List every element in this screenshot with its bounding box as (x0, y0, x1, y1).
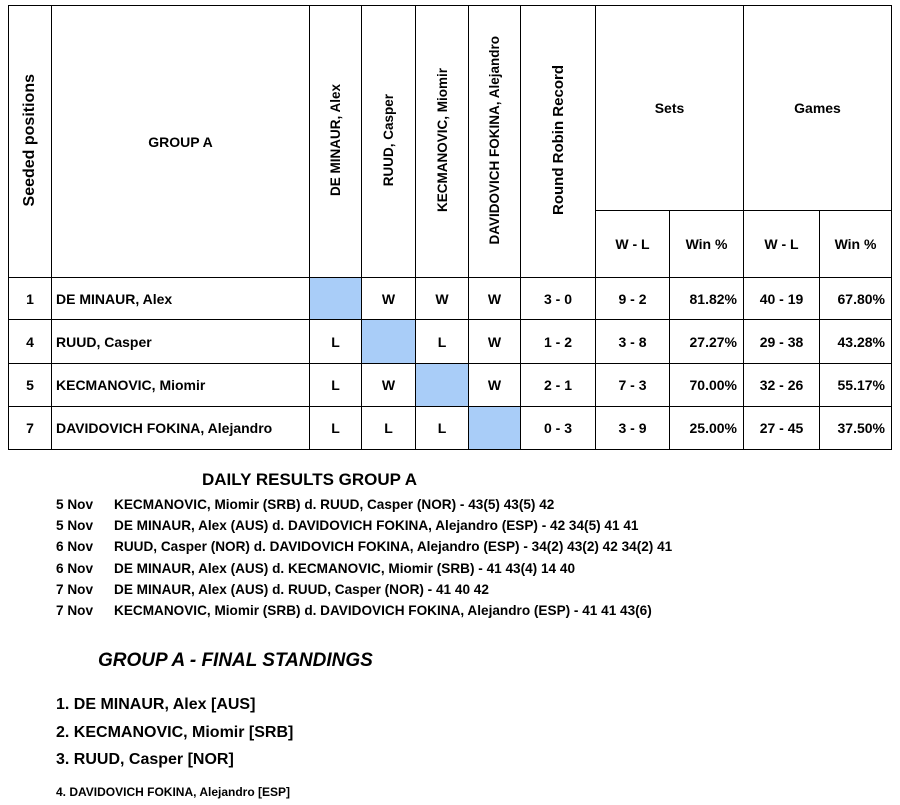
games-wl-cell: 27 - 45 (744, 407, 820, 450)
list-item (56, 536, 672, 557)
games-header: Games (744, 6, 892, 211)
list-item (56, 579, 672, 600)
final-standings-title: GROUP A - FINAL STANDINGS (98, 650, 373, 671)
opponent-header-davidovich-fokina: DAVIDOVICH FOKINA, Alejandro (469, 6, 521, 278)
record-header: Round Robin Record (521, 6, 596, 278)
result-cell: W (469, 320, 521, 364)
final-standings-list (56, 695, 293, 802)
result-cell: W (362, 278, 416, 320)
result-date: 5 Nov (56, 497, 94, 512)
games-wl-cell: 29 - 38 (744, 320, 820, 364)
record-cell: 0 - 3 (521, 407, 596, 450)
games-pct-cell: 67.80% (820, 278, 892, 320)
standing-item: 2. KECMANOVIC, Miomir [SRB] (56, 723, 294, 741)
sets-pct-cell: 27.27% (670, 320, 744, 364)
result-cell: L (362, 407, 416, 450)
list-item (56, 600, 672, 621)
sets-header: Sets (596, 6, 744, 211)
opponent-header-ruud: RUUD, Casper (362, 6, 416, 278)
sets-wl-cell: 3 - 8 (596, 320, 670, 364)
record-cell: 1 - 2 (521, 320, 596, 364)
standing-item: 3. RUUD, Casper [NOR] (56, 751, 234, 768)
record-cell: 2 - 1 (521, 364, 596, 407)
result-cell: W (362, 364, 416, 407)
standing-item: 4. DAVIDOVICH FOKINA, Alejandro [ESP] (56, 784, 291, 799)
round-robin-table (8, 5, 892, 450)
result-cell: L (416, 407, 469, 450)
result-date: 7 Nov (56, 602, 94, 618)
sets-pct-cell: 25.00% (670, 407, 744, 450)
daily-results-title: DAILY RESULTS GROUP A (202, 470, 418, 489)
result-cell: W (469, 278, 521, 320)
opponent-header-kecmanovic: KECMANOVIC, Miomir (416, 6, 469, 278)
result-text: RUUD, Casper (NOR) d. DAVIDOVICH FOKINA, Alejandro (ESP) - 34(2) 43(2) 42 34(2) 41 (114, 539, 673, 555)
player-name: RUUD, Casper (52, 320, 310, 364)
list-item (56, 515, 672, 536)
sets-pct-cell: 81.82% (670, 278, 744, 320)
seed-cell: 4 (9, 320, 52, 364)
result-cell: W (416, 278, 469, 320)
daily-results-list (56, 494, 672, 621)
player-name: KECMANOVIC, Miomir (52, 364, 310, 407)
games-pct-cell: 43.28% (820, 320, 892, 364)
self-cell (362, 320, 416, 364)
standing-item: 1. DE MINAUR, Alex [AUS] (56, 696, 256, 713)
games-pct-cell: 37.50% (820, 407, 892, 450)
result-date: 6 Nov (56, 560, 94, 576)
result-text: DE MINAUR, Alex (AUS) d. DAVIDOVICH FOKINA, Alejandro (ESP) - 42 34(5) 41 41 (114, 518, 639, 534)
result-cell: W (469, 364, 521, 407)
table-row (9, 278, 892, 320)
result-date: 7 Nov (56, 581, 94, 597)
result-cell: L (416, 320, 469, 364)
sets-win-pct-header: Win % (670, 211, 744, 278)
result-cell: L (310, 407, 362, 450)
games-pct-cell: 55.17% (820, 364, 892, 407)
player-name: DAVIDOVICH FOKINA, Alejandro (52, 407, 310, 450)
table-row (9, 320, 892, 364)
table-row (9, 407, 892, 450)
sets-wl-cell: 3 - 9 (596, 407, 670, 450)
sets-wl-cell: 7 - 3 (596, 364, 670, 407)
list-item (56, 558, 672, 579)
opponent-header-de-minaur: DE MINAUR, Alex (310, 6, 362, 278)
result-text: KECMANOVIC, Miomir (SRB) d. DAVIDOVICH FOKINA, Alejandro (ESP) - 41 41 43(6) (114, 602, 652, 618)
self-cell (310, 278, 362, 320)
player-name: DE MINAUR, Alex (52, 278, 310, 320)
group-title: GROUP A (52, 6, 310, 278)
seed-header: Seeded positions (9, 6, 52, 278)
table-row (9, 364, 892, 407)
seed-cell: 7 (9, 407, 52, 450)
result-cell: L (310, 364, 362, 407)
games-wl-cell: 32 - 26 (744, 364, 820, 407)
self-cell (469, 407, 521, 450)
record-cell: 3 - 0 (521, 278, 596, 320)
sets-wl-cell: 9 - 2 (596, 278, 670, 320)
games-win-pct-header: Win % (820, 211, 892, 278)
result-text: KECMANOVIC, Miomir (SRB) d. RUUD, Casper (NOR) - 43(5) 43(5) 42 (114, 497, 555, 512)
sets-wl-header: W - L (596, 211, 670, 278)
result-date: 5 Nov (56, 518, 94, 534)
self-cell (416, 364, 469, 407)
games-wl-cell: 40 - 19 (744, 278, 820, 320)
result-date: 6 Nov (56, 539, 94, 555)
result-cell: L (310, 320, 362, 364)
games-wl-header: W - L (744, 211, 820, 278)
seed-cell: 5 (9, 364, 52, 407)
result-text: DE MINAUR, Alex (AUS) d. KECMANOVIC, Miomir (SRB) - 41 43(4) 14 40 (114, 560, 575, 576)
sets-pct-cell: 70.00% (670, 364, 744, 407)
list-item (56, 494, 672, 515)
seed-cell: 1 (9, 278, 52, 320)
result-text: DE MINAUR, Alex (AUS) d. RUUD, Casper (NOR) - 41 40 42 (114, 581, 489, 597)
